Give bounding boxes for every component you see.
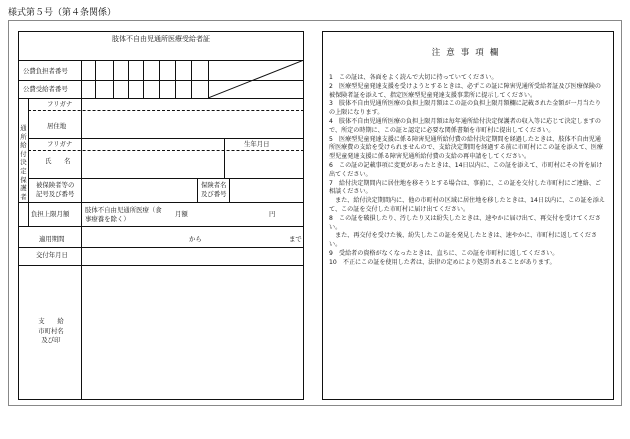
divider: [81, 60, 82, 98]
notice-item: 8 この証を破損したり、汚したり又は紛失したときは、速やかに届け出て、再交付を受けてください。: [329, 214, 601, 231]
issue-date-label: 交付年月日: [36, 251, 68, 259]
divider: [28, 110, 304, 111]
birth-date-label: 生年月日: [244, 140, 270, 148]
period-label: 適用期間: [39, 235, 65, 243]
furigana-label: フリガナ: [47, 140, 73, 148]
notice-item: 7 給付決定期間内に居住地を移そうとする場合は、事前に、この証を交付した市町村にご連絡、ご相談ください。: [329, 179, 602, 196]
monthly-label: 月額: [175, 210, 188, 218]
divider: [19, 98, 303, 99]
furigana-label: フリガナ: [47, 100, 73, 108]
from-label: から: [189, 235, 202, 243]
notice-item: 6 この証の記載事項に変更があったときは、14日以内に、この証を添えて、市町村にその旨を届け出てください。: [329, 161, 603, 178]
yen-label: 円: [269, 210, 276, 218]
notice-item: 4 肢体不自由児通所医療の負担上限月額は毎年通所給付決定保護者の収入等に応じて決定しますので、所定の時期に、この証と認定に必要な関係書類を市町村に提出してください。: [329, 117, 602, 134]
divider: [224, 138, 225, 178]
notice-item: また、再交付を受けた後、紛失したこの証を発見したときは、速やかに、市町村に返してください。: [329, 232, 598, 249]
address-label: 居住地: [47, 122, 67, 130]
limit-label: 負担上限月額: [31, 210, 70, 218]
to-label: まで: [289, 235, 302, 243]
divider: [28, 138, 304, 139]
divider: [28, 178, 304, 179]
divider: [191, 60, 192, 98]
divider: [95, 60, 96, 98]
notice-item: 5 医療型児童発達支援に係る障害児通所給付費の給付決定期間を経過したときは、肢体不自由児通所医療費の支給を受けられませんので、支給決定期間を経過する前に市町村にこの証を添えて、医療型児童発達支援に係る障害児通所給付費の支給の再申請をしてください。: [329, 135, 603, 161]
limit-description: 肢体不自由児通所医療（食事療養を除く）: [85, 206, 162, 223]
notice-item: 2 医療型児童発達支援を受けようとするときは、必ずこの証に障害児通所受給者証及び医療保険の被保険者証を添えて、指定医療型児童発達支援事業所に提示してください。: [329, 82, 602, 99]
divider: [19, 247, 303, 248]
notice-item: 10 不正にこの証を使用した者は、法律の定めにより処罰されることがあります。: [329, 258, 556, 266]
divider: [175, 60, 176, 98]
divider: [19, 202, 303, 203]
insurer-number-label: 保険者名及び番号: [201, 181, 227, 198]
notice-title: 注意事項欄: [431, 48, 505, 58]
diagonal-strike: [208, 60, 304, 98]
name-label: 氏 名: [45, 157, 71, 165]
divider: [28, 98, 29, 226]
divider: [229, 178, 230, 202]
payer-number-label: 公費負担者番号: [23, 67, 68, 75]
municipality-label: 支 給市町村名及び印: [38, 317, 64, 344]
guardian-side-label: 通所給付決定保護者: [20, 124, 27, 201]
notice-item: 9 受給者の資格がなくなったときは、直ちに、この証を市町村に返してください。: [329, 249, 559, 257]
divider: [113, 60, 114, 98]
divider: [28, 150, 304, 151]
divider: [19, 226, 303, 227]
notice-panel: [322, 31, 614, 400]
certificate-title: 肢体不自由児通所医療受給者証: [112, 35, 210, 43]
notice-item: 1 この証は、各面をよく読んで大切に持っていてください。: [329, 74, 498, 81]
divider: [159, 60, 160, 98]
divider: [197, 178, 198, 202]
divider: [143, 60, 144, 98]
divider: [19, 265, 303, 266]
recipient-number-label: 公費受給者番号: [23, 85, 68, 93]
divider: [128, 60, 129, 98]
form-number: 様式第５号（第４条関係）: [8, 8, 117, 18]
notice-item: 3 肢体不自由児通所医療の負担上限月額はこの証の負担上限月額欄に記載された金額が一月当たりの上限になります。: [329, 100, 602, 117]
insured-mark-label: 被保険者等の記号及び番号: [36, 181, 75, 198]
notice-list: [329, 74, 607, 268]
certificate-form: [18, 31, 304, 400]
notice-item: また、給付決定期間内に、他の市町村の区域に居住地を移したときは、14日以内に、この証を添えて、この証を交付した市町村に届け出てください。: [329, 197, 605, 213]
divider: [81, 202, 82, 399]
